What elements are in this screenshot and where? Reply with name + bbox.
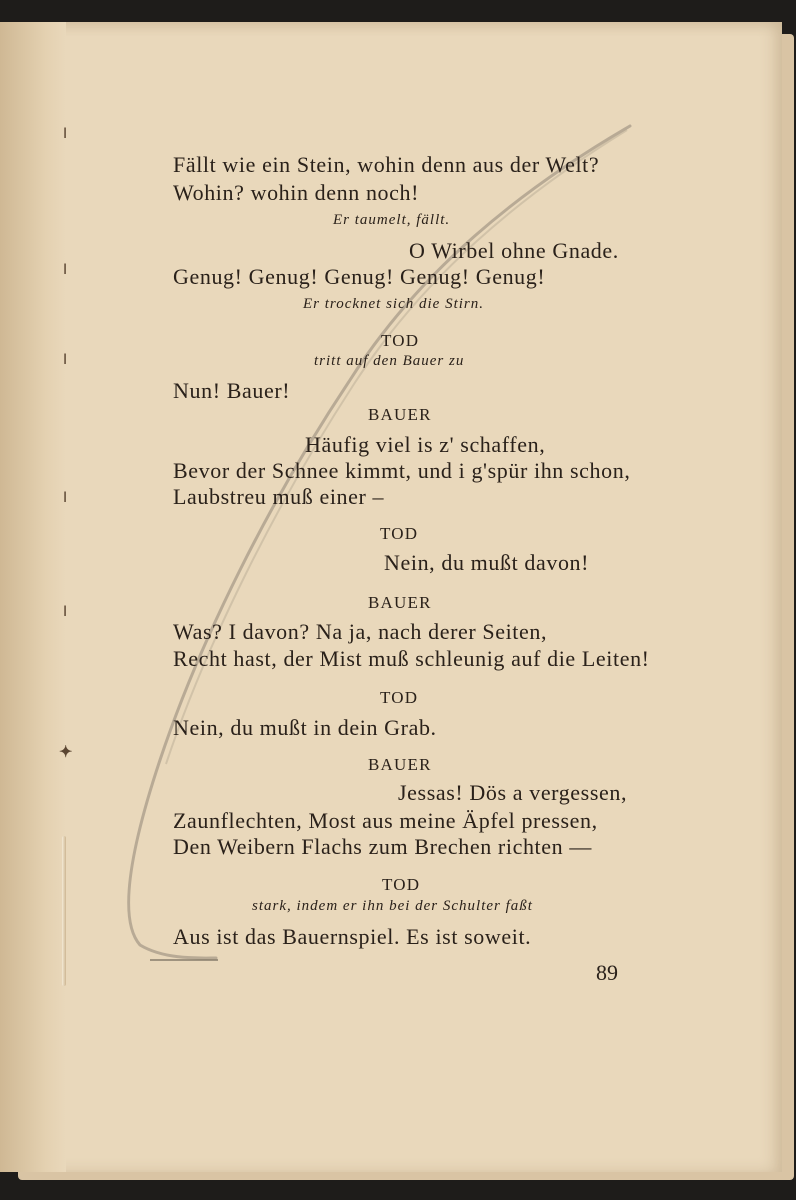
speaker-name: TOD [382, 875, 421, 894]
speaker-name: TOD [380, 688, 419, 707]
binding-stitch: ǀ [63, 126, 68, 142]
binding-stitch: ✦ [59, 742, 73, 761]
speaker-name: TOD [380, 524, 419, 543]
verse-line: Bevor der Schnee kimmt, und i g'spür ihn schon, [173, 458, 631, 483]
verse-line: O Wirbel ohne Gnade. [409, 238, 619, 263]
stage-direction: tritt auf den Bauer zu [314, 353, 465, 369]
verse-line: Den Weibern Flachs zum Brechen richten — [173, 834, 592, 859]
verse-line: Was? I davon? Na ja, nach derer Seiten, [173, 619, 548, 644]
verse-line: Nun! Bauer! [173, 378, 291, 403]
speaker-name: BAUER [368, 593, 432, 612]
binding-stitch: ǀ [63, 352, 68, 368]
stage-direction: Er taumelt, fällt. [333, 212, 451, 228]
binding-gutter [0, 22, 66, 1172]
binding-stitch: ǀ [63, 490, 68, 506]
binding-stitch: ǀ [63, 262, 68, 278]
verse-line: Jessas! Dös a vergessen, [398, 780, 628, 805]
verse-line: Zaunflechten, Most aus meine Äpfel pressen, [173, 808, 598, 833]
page-number: 89 [596, 960, 618, 985]
verse-line: Recht hast, der Mist muß schleunig auf die Leiten! [173, 646, 650, 671]
binding-stitch: ǀ [63, 604, 68, 620]
speaker-name: BAUER [368, 755, 432, 774]
verse-line: Laubstreu muß einer – [173, 484, 385, 509]
verse-line: Nein, du mußt davon! [384, 550, 590, 575]
verse-line: Nein, du mußt in dein Grab. [173, 715, 437, 740]
speaker-name: BAUER [368, 405, 432, 424]
verse-line: Fällt wie ein Stein, wohin denn aus der Welt? [173, 152, 600, 177]
stage-direction: stark, indem er ihn bei der Schulter faßt [252, 898, 533, 914]
speaker-name: TOD [381, 331, 420, 350]
stage-direction: Er trocknet sich die Stirn. [303, 296, 484, 312]
verse-line: Wohin? wohin denn noch! [173, 180, 420, 205]
verse-line: Aus ist das Bauernspiel. Es ist soweit. [173, 924, 532, 949]
binding-thread [62, 836, 66, 986]
verse-line: Genug! Genug! Genug! Genug! Genug! [173, 264, 546, 289]
verse-line: Häufig viel is z' schaffen, [305, 432, 546, 457]
